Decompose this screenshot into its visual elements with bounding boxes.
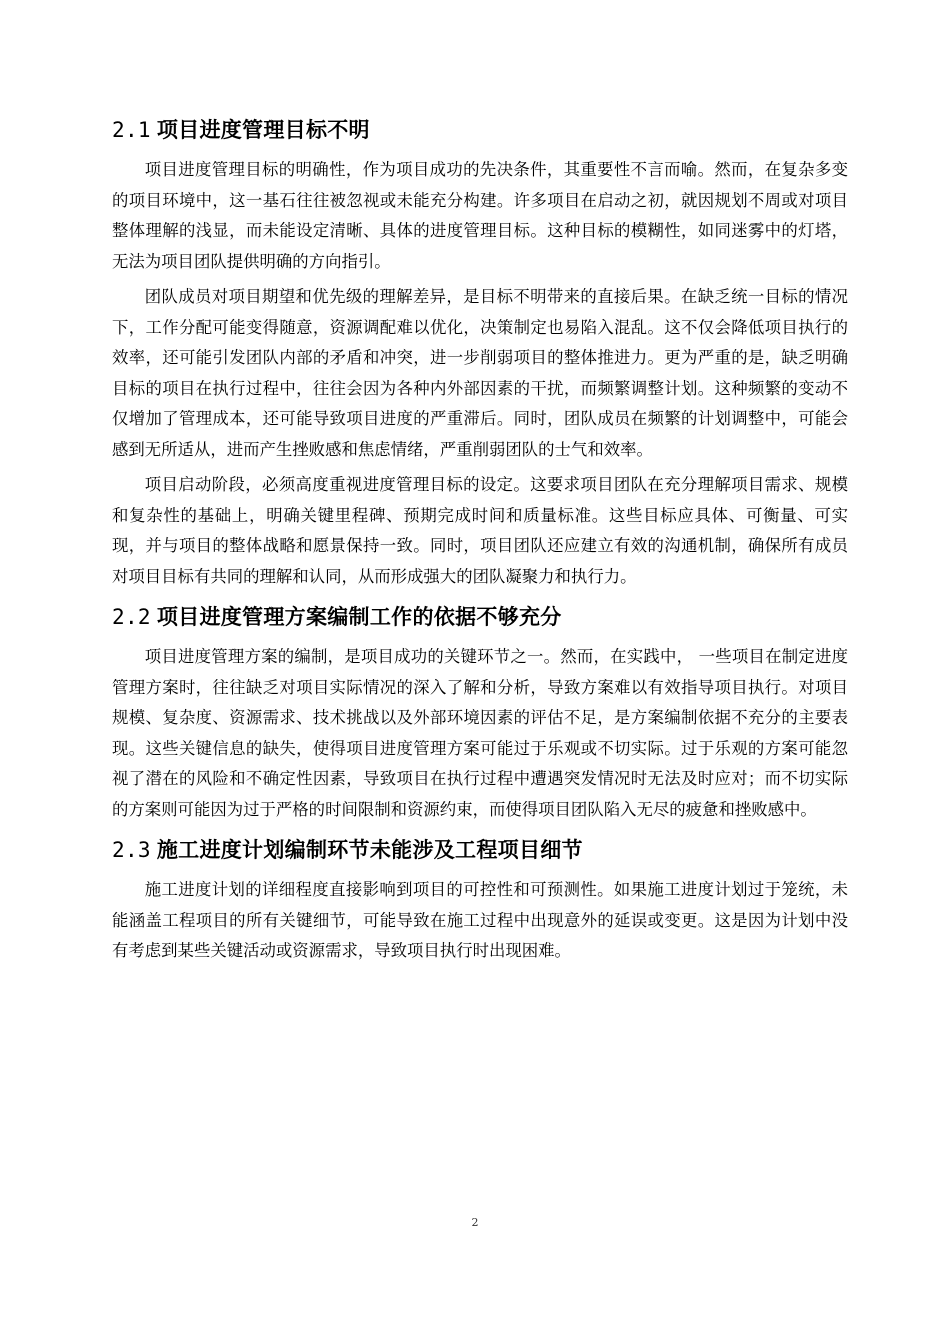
page-content xyxy=(112,110,848,972)
section-heading xyxy=(112,597,848,637)
section-2-1 xyxy=(112,110,848,592)
paragraph: 项目进度管理目标的明确性，作为项目成功的先决条件，其重要性不言而喻。然而，在复杂多变的项目环境中，这一基石往往被忽视或未能充分构建。许多项目在启动之初，就因规划不周或对项目整体理解的浅显，而未能设定清晰、具体的进度管理目标。这种目标的模糊性，如同迷雾中的灯塔，无法为项目团队提供明确的方向指引。 xyxy=(112,160,848,271)
section-title: 施工进度计划编制环节未能涉及工程项目细节 xyxy=(156,838,583,862)
section-2-2 xyxy=(112,597,848,825)
section-number: 2.2 xyxy=(112,605,151,629)
paragraph: 项目进度管理方案的编制，是项目成功的关键环节之一。然而，在实践中， 一些项目在制定进度管理方案时，往往缺乏对项目实际情况的深入了解和分析，导致方案难以有效指导项目执行。对项目规模、复杂度、资源需求、技术挑战以及外部环境因素的评估不足，是方案编制依据不充分的主要表现。这些关键信息的缺失，使得项目进度管理方案可能过于乐观或不切实际。过于乐观的方案可能忽视了潜在的风险和不确定性因素，导致项目在执行过程中遭遇突发情况时无法及时应对；而不切实际的方案则可能因为过于严格的时间限制和资源约束，而使得项目团队陷入无尽的疲惫和挫败感中。 xyxy=(112,647,848,819)
section-heading xyxy=(112,830,848,870)
paragraph: 施工进度计划的详细程度直接影响到项目的可控性和可预测性。如果施工进度计划过于笼统，未能涵盖工程项目的所有关键细节，可能导致在施工过程中出现意外的延误或变更。这是因为计划中没有考虑到某些关键活动或资源需求，导致项目执行时出现困难。 xyxy=(112,880,848,960)
page-number: 2 xyxy=(471,1216,479,1229)
section-2-3 xyxy=(112,830,848,967)
paragraph: 项目启动阶段，必须高度重视进度管理目标的设定。这要求项目团队在充分理解项目需求、规模和复杂性的基础上，明确关键里程碑、预期完成时间和质量标准。这些目标应具体、可衡量、可实现，并与项目的整体战略和愿景保持一致。同时，项目团队还应建立有效的沟通机制，确保所有成员对项目目标有共同的理解和认同，从而形成强大的团队凝聚力和执行力。 xyxy=(112,475,848,586)
section-heading xyxy=(112,110,848,150)
section-title: 项目进度管理目标不明 xyxy=(156,118,370,142)
section-number: 2.1 xyxy=(112,118,151,142)
section-number: 2.3 xyxy=(112,838,151,862)
section-title: 项目进度管理方案编制工作的依据不够充分 xyxy=(156,605,562,629)
paragraph: 团队成员对项目期望和优先级的理解差异，是目标不明带来的直接后果。在缺乏统一目标的情况下，工作分配可能变得随意，资源调配难以优化，决策制定也易陷入混乱。这不仅会降低项目执行的效率，还可能引发团队内部的矛盾和冲突，进一步削弱项目的整体推进力。更为严重的是，缺乏明确目标的项目在执行过程中，往往会因为各种内外部因素的干扰，而频繁调整计划。这种频繁的变动不仅增加了管理成本，还可能导致项目进度的严重滞后。同时，团队成员在频繁的计划调整中，可能会感到无所适从，进而产生挫败感和焦虑情绪，严重削弱团队的士气和效率。 xyxy=(112,287,848,459)
